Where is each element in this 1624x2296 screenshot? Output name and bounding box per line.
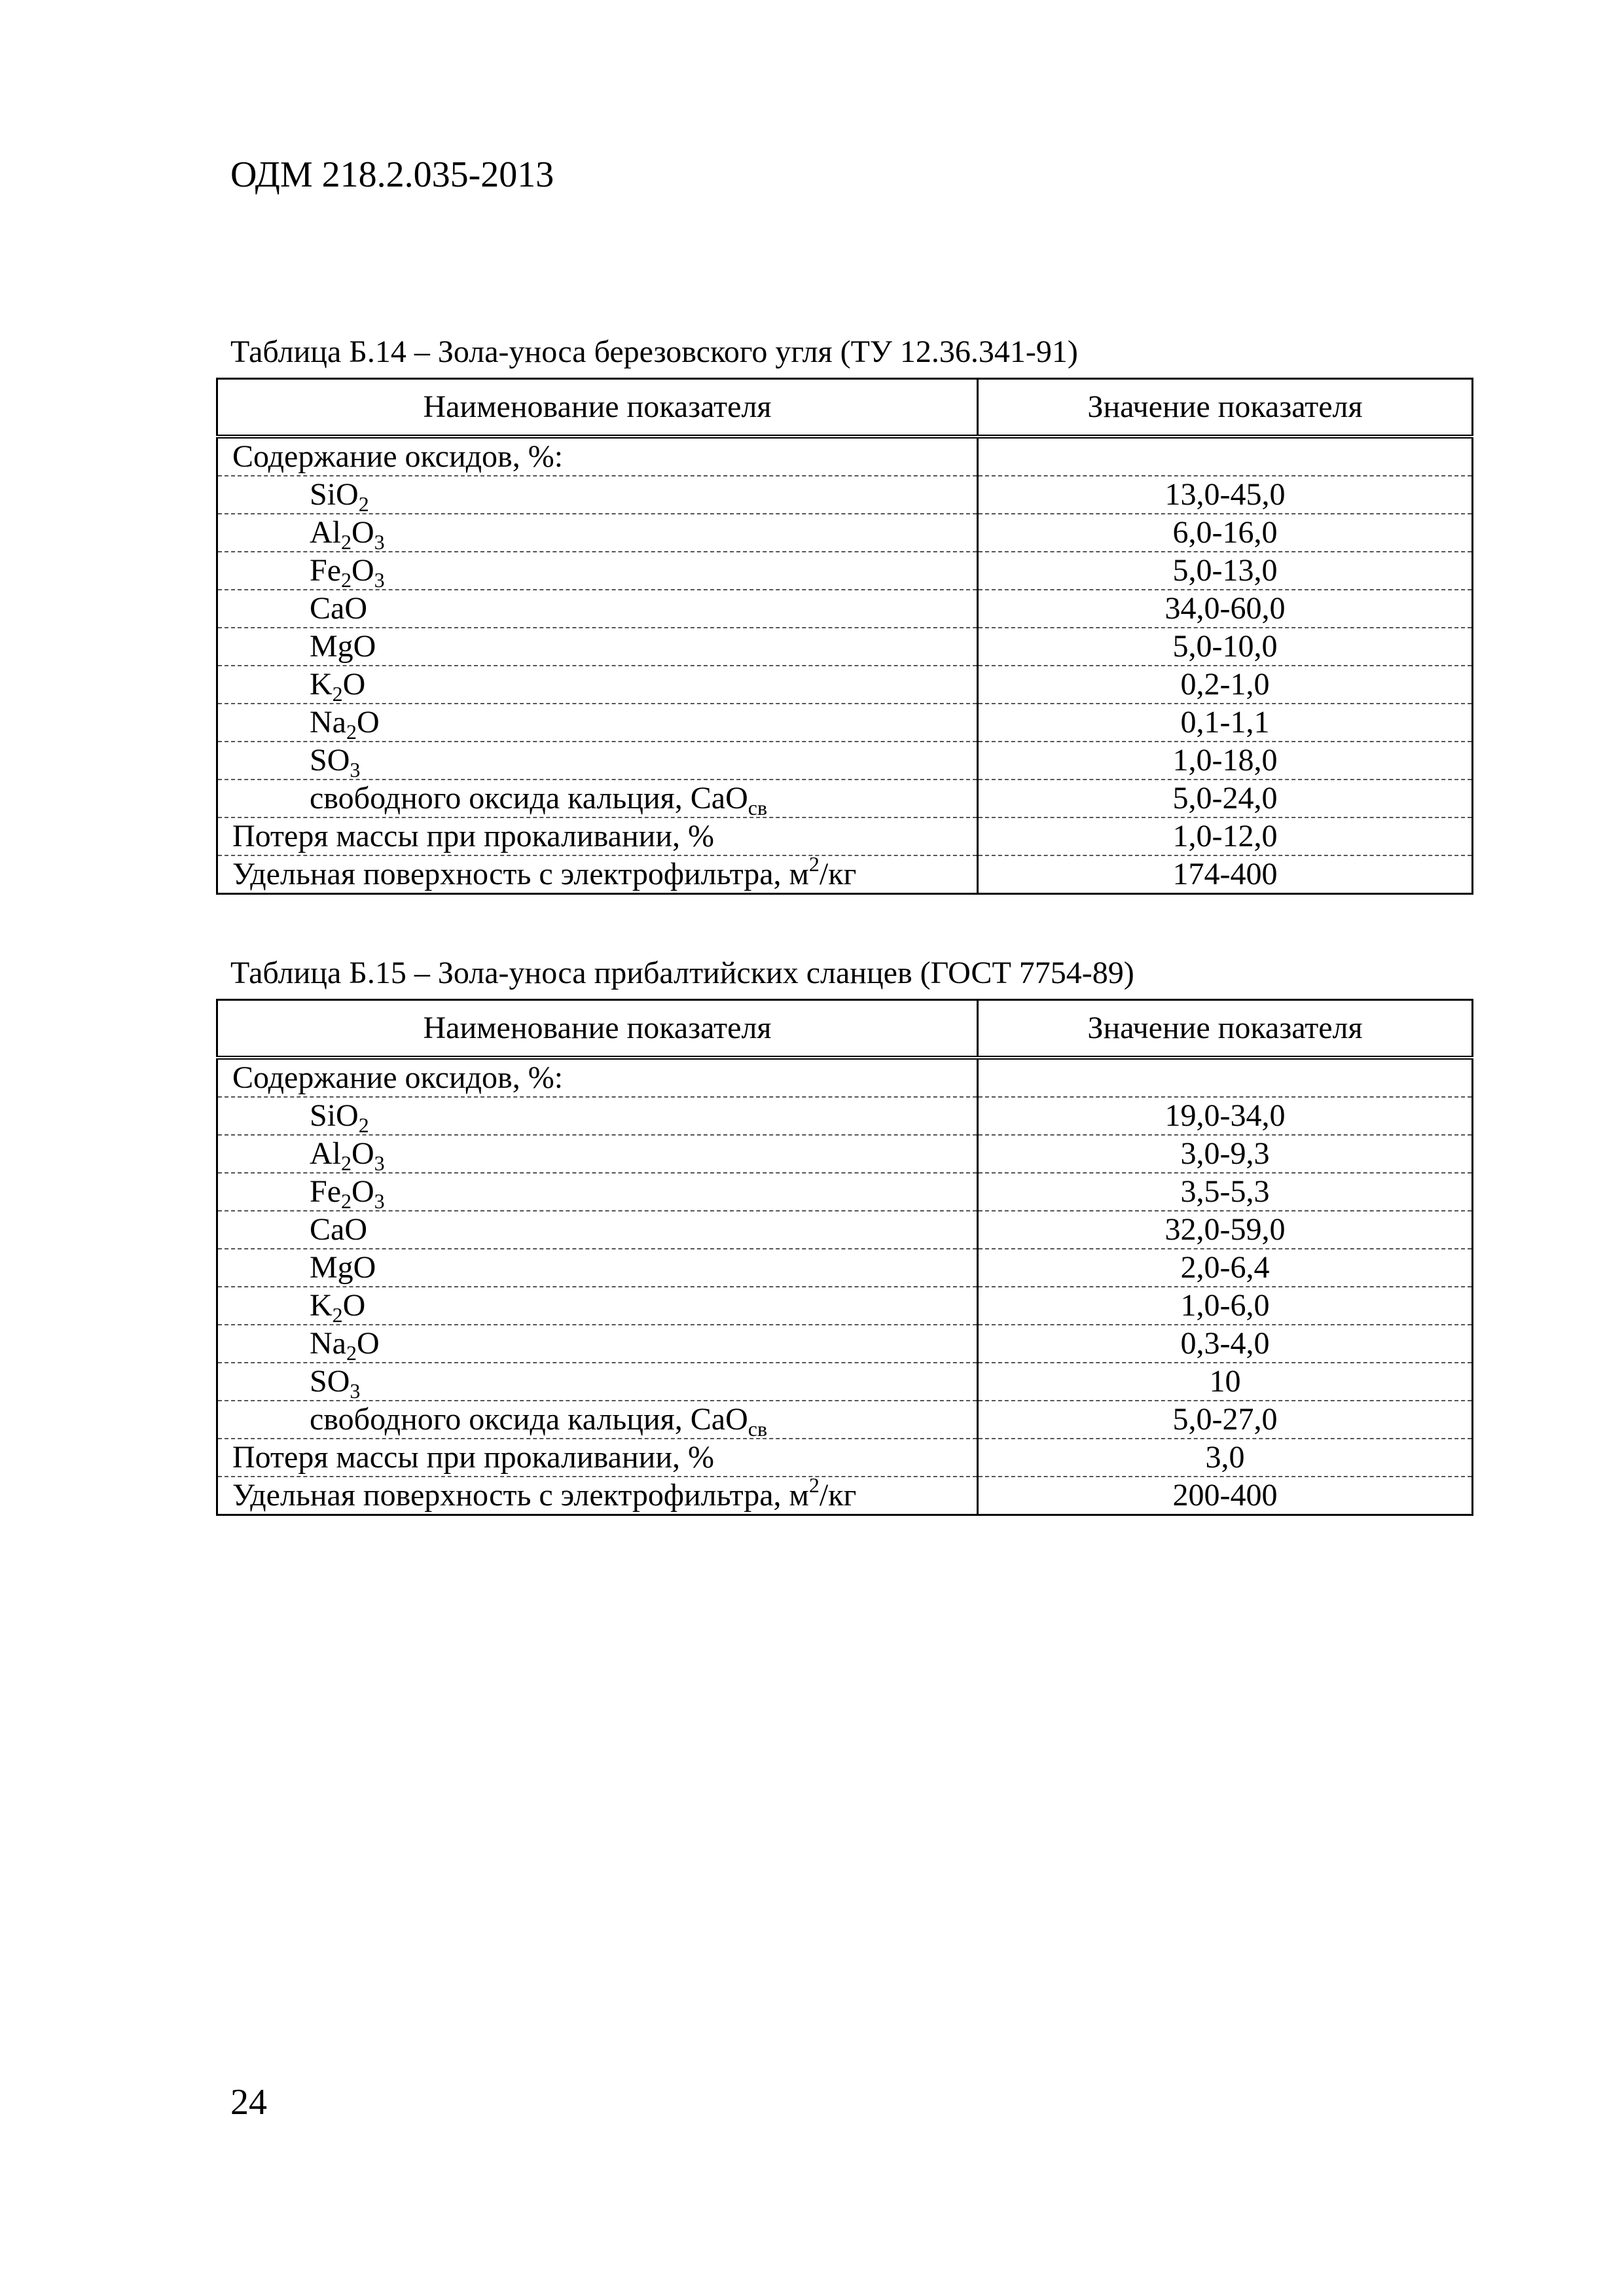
table-row <box>217 1249 1473 1287</box>
table-header-row <box>217 1000 1473 1058</box>
oxide-name <box>217 1363 978 1401</box>
subscript: 3 <box>374 530 385 552</box>
table-row <box>217 1173 1473 1211</box>
row-name: Потеря массы при прокаливании, % <box>217 817 978 855</box>
row-value: 3,0 <box>978 1439 1473 1477</box>
row-name: Потеря массы при прокаливании, % <box>217 1439 978 1477</box>
oxide-value: 0,2-1,0 <box>978 666 1473 704</box>
oxide-value: 5,0-27,0 <box>978 1401 1473 1439</box>
subscript: 2 <box>341 1189 352 1211</box>
table-row <box>217 817 1473 855</box>
table-row <box>217 1477 1473 1515</box>
unit-label: Удельная поверхность с электрофильтра, м <box>232 857 809 891</box>
table-row <box>217 628 1473 666</box>
oxide-name <box>217 514 978 552</box>
formula-part: O <box>352 1136 374 1171</box>
table-row <box>217 1097 1473 1135</box>
oxide-value: 5,0-13,0 <box>978 552 1473 590</box>
subscript: 2 <box>341 530 352 552</box>
row-name <box>217 855 978 894</box>
table-row <box>217 780 1473 817</box>
formula-part: O <box>342 667 366 702</box>
formula-part: Fe <box>310 1174 341 1209</box>
formula-part: MgO <box>310 1250 376 1285</box>
document-header: ОДМ 218.2.035-2013 <box>230 154 554 195</box>
page-number: 24 <box>230 2082 267 2123</box>
oxide-name <box>217 1401 978 1439</box>
formula-part: O <box>342 1288 366 1323</box>
unit-label-suffix: /кг <box>819 857 857 891</box>
section-value-empty <box>978 1058 1473 1097</box>
oxide-name <box>217 1249 978 1287</box>
subscript: 3 <box>374 1189 385 1211</box>
row-value: 1,0-12,0 <box>978 817 1473 855</box>
oxide-name <box>217 628 978 666</box>
column-header-value: Значение показателя <box>978 379 1473 437</box>
oxide-name <box>217 1287 978 1325</box>
subscript: 2 <box>358 492 369 514</box>
formula-part: K <box>310 667 333 702</box>
table-row <box>217 590 1473 628</box>
oxide-name <box>217 1173 978 1211</box>
oxide-value: 34,0-60,0 <box>978 590 1473 628</box>
row-value: 200-400 <box>978 1477 1473 1515</box>
oxide-name <box>217 704 978 742</box>
subscript: 2 <box>346 1341 357 1363</box>
section-row <box>217 1058 1473 1097</box>
formula-part: Al <box>310 1136 341 1171</box>
oxide-name <box>217 1097 978 1135</box>
oxide-name <box>217 780 978 817</box>
oxide-value: 0,3-4,0 <box>978 1325 1473 1363</box>
superscript: 2 <box>808 1477 820 1497</box>
oxide-name <box>217 1135 978 1173</box>
formula-part: SiO <box>310 477 359 512</box>
column-header-name: Наименование показателя <box>217 379 978 437</box>
subscript: 2 <box>358 1113 369 1135</box>
formula-part: O <box>352 553 374 588</box>
subscript: 3 <box>374 568 385 590</box>
table-row <box>217 552 1473 590</box>
oxide-value: 3,0-9,3 <box>978 1135 1473 1173</box>
formula-part: свободного оксида кальция, CaO <box>310 781 748 816</box>
table-row <box>217 742 1473 780</box>
oxide-name <box>217 666 978 704</box>
column-header-value: Значение показателя <box>978 1000 1473 1058</box>
oxide-value: 5,0-24,0 <box>978 780 1473 817</box>
formula-part: CaO <box>310 591 367 626</box>
section-value-empty <box>978 437 1473 476</box>
row-value: 174-400 <box>978 855 1473 894</box>
formula-part: O <box>356 1326 380 1361</box>
subscript: 3 <box>350 758 361 780</box>
table-row <box>217 1363 1473 1401</box>
oxide-value: 0,1-1,1 <box>978 704 1473 742</box>
oxide-value: 32,0-59,0 <box>978 1211 1473 1249</box>
table-row <box>217 476 1473 514</box>
formula-part: свободного оксида кальция, CaO <box>310 1402 748 1437</box>
oxide-value: 19,0-34,0 <box>978 1097 1473 1135</box>
oxide-value: 3,5-5,3 <box>978 1173 1473 1211</box>
formula-part: SO <box>310 1364 350 1399</box>
table-row <box>217 704 1473 742</box>
data-table <box>216 999 1473 1516</box>
oxide-value: 5,0-10,0 <box>978 628 1473 666</box>
formula-part: CaO <box>310 1212 367 1247</box>
formula-part: K <box>310 1288 333 1323</box>
data-table <box>216 378 1473 895</box>
table-row <box>217 1135 1473 1173</box>
subscript: 2 <box>346 720 357 742</box>
oxide-name <box>217 590 978 628</box>
unit-label: Удельная поверхность с электрофильтра, м <box>232 1478 809 1513</box>
table-row <box>217 1287 1473 1325</box>
subscript: 3 <box>350 1379 361 1401</box>
table-row <box>217 1401 1473 1439</box>
formula-part: O <box>352 515 374 550</box>
superscript: 2 <box>808 855 820 876</box>
table-row <box>217 855 1473 894</box>
formula-part: Na <box>310 1326 346 1361</box>
formula-part: SO <box>310 743 350 778</box>
subscript: 3 <box>374 1151 385 1173</box>
subscript: 2 <box>341 1151 352 1173</box>
subscript: 2 <box>332 1303 343 1325</box>
formula-part: MgO <box>310 629 376 664</box>
table-row <box>217 1325 1473 1363</box>
section-label: Содержание оксидов, %: <box>217 437 978 476</box>
formula-part: SiO <box>310 1098 359 1133</box>
section-row <box>217 437 1473 476</box>
oxide-name <box>217 552 978 590</box>
section-label: Содержание оксидов, %: <box>217 1058 978 1097</box>
oxide-value: 13,0-45,0 <box>978 476 1473 514</box>
oxide-value: 10 <box>978 1363 1473 1401</box>
formula-part: O <box>356 705 380 740</box>
subscript: 2 <box>332 682 343 704</box>
oxide-value: 1,0-18,0 <box>978 742 1473 780</box>
formula-part: Fe <box>310 553 341 588</box>
subscript: св <box>748 796 768 817</box>
formula-part: Na <box>310 705 346 740</box>
subscript: 2 <box>341 568 352 590</box>
subscript: св <box>748 1417 768 1439</box>
table-row <box>217 514 1473 552</box>
oxide-name <box>217 1211 978 1249</box>
row-name <box>217 1477 978 1515</box>
table-row <box>217 666 1473 704</box>
unit-label-suffix: /кг <box>819 1478 857 1513</box>
table-row <box>217 1211 1473 1249</box>
oxide-name <box>217 476 978 514</box>
oxide-value: 6,0-16,0 <box>978 514 1473 552</box>
column-header-name: Наименование показателя <box>217 1000 978 1058</box>
oxide-name <box>217 1325 978 1363</box>
oxide-value: 1,0-6,0 <box>978 1287 1473 1325</box>
table-header-row <box>217 379 1473 437</box>
oxide-name <box>217 742 978 780</box>
formula-part: Al <box>310 515 341 550</box>
table-row <box>217 1439 1473 1477</box>
table-caption: Таблица Б.14 – Зола-уноса березовского угля (ТУ 12.36.341-91) <box>230 334 1078 369</box>
table-caption: Таблица Б.15 – Зола-уноса прибалтийских сланцев (ГОСТ 7754-89) <box>230 956 1134 990</box>
formula-part: O <box>352 1174 374 1209</box>
oxide-value: 2,0-6,4 <box>978 1249 1473 1287</box>
